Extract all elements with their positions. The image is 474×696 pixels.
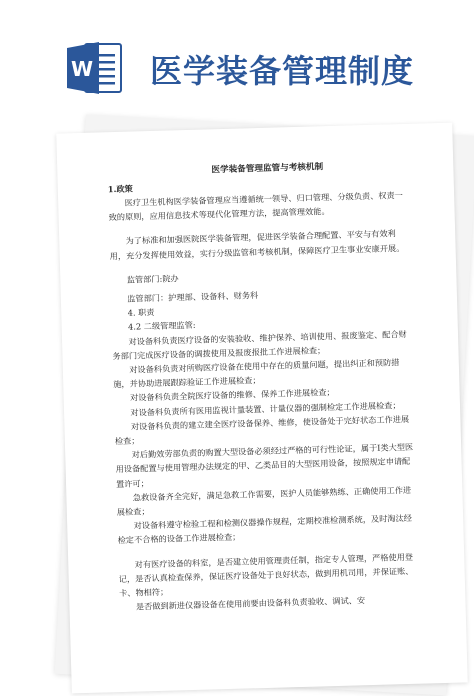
document-content xyxy=(107,158,419,615)
paragraph: 4. 职责 xyxy=(127,307,155,318)
document-page xyxy=(56,123,467,694)
paragraph: 医疗卫生机构医学装备管理应当遵循统一领导、归口管理、分级负责、权责一致的原则，应用信息技术等现代化管理方法，提高管理效能。 xyxy=(108,189,404,223)
paragraph: 对设备科遵守检验工程和检测仪器操作规程，定期校准检测系统，及时淘汰经检定不合格的设备工作进展检查； xyxy=(117,513,413,546)
paragraph: 对设备科负责的建立建全医疗设备保养、维修，使设备处于完好状态工作进展检查； xyxy=(114,413,410,447)
svg-text:W: W xyxy=(71,57,94,81)
paragraph: 对后勤效劳部负责的购置大型设备必须经过严格的可行性论证，属于Ⅰ类大型医用设备配置与使用管理办法规定的甲、乙类品目的大型医用设备，按照规定申请配置许可； xyxy=(115,442,414,489)
paragraph: 对有医疗设备的科室，是否建立使用管理责任制，指定专人管理，严格使用登记，是否认真检查保养，保证医疗设备处于良好状态，做到用机司用，并保证账、卡、物相符； xyxy=(118,551,414,599)
paragraph: 是否做到新进仪器设备在使用前要由设备科负责验收、调试、安 xyxy=(135,595,366,612)
paragraph: 对设备科负责对所购医疗设备在使用中存在的质量问题，提出纠正和预防措施，并协助进展跟踪验证工作进展检查； xyxy=(113,357,400,390)
paragraph: 对设备科负责所有医用监视计量装置、计量仪器的强制检定工作进展检查； xyxy=(130,399,401,418)
paragraph: 为了标准和加强医院医学装备管理，促进医学装备合理配置、平安与有效利用，充分发挥使用效益，实行分级监管和考核机制，保障医疗卫生事业安康开展。 xyxy=(109,228,405,261)
paragraph: 4.2 二级管理监管: xyxy=(127,320,196,333)
document-title: 医学装备管理监管与考核机制 xyxy=(211,162,324,176)
paragraph: 监管部门：护理部、设备科、财务科 xyxy=(127,290,259,304)
paragraph: 监管部门:院办 xyxy=(126,273,179,285)
document-body xyxy=(108,176,420,615)
paragraph: 对设备科负责全院医疗设备的维修、保养工作进展检查； xyxy=(129,387,335,404)
banner-title: 医学装备管理制度 xyxy=(150,52,415,90)
banner-header xyxy=(0,0,474,130)
paragraph: 急救设备齐全完好，满足急救工作需要，医护人员能够熟练、正确使用工作进展检查； xyxy=(116,484,412,518)
paragraph: 对设备科负责医疗设备的安装验收、维护保养、培训使用、报废鉴定、配合财务部门完成医疗设备的调拨使用及报废报批工作进展检查； xyxy=(112,328,407,361)
section-heading: 1.政策 xyxy=(107,183,133,195)
word-document-icon xyxy=(65,38,123,98)
